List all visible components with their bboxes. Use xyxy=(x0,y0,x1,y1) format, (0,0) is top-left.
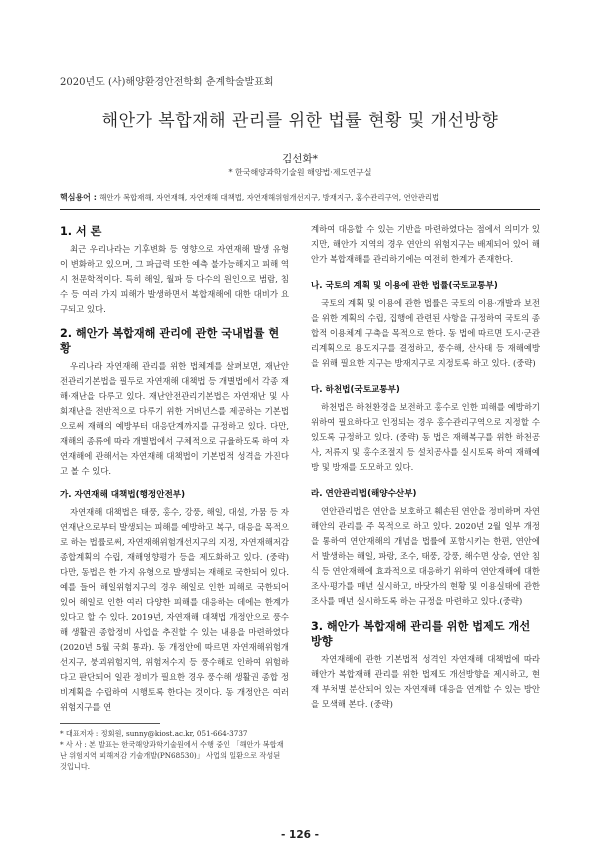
keywords-line xyxy=(60,192,439,203)
continued-paragraph: 계하여 대응할 수 있는 기반을 마련하였다는 점에서 의미가 있지만, 해안가 지역의 경우 연안의 위험지구는 배제되어 있어 해안가 복합재해를 관리하기에는 여전히 한계가 존재한다. xyxy=(311,224,540,264)
keywords-label: 핵심용어 : xyxy=(60,193,97,202)
subsection-ga-paragraph: 자연재해 대책법은 태풍, 홍수, 강풍, 해일, 대설, 가뭄 등 자연재난으로부터 발생되는 피해를 예방하고 복구, 대응을 목적으로 하는 법률로써, 자연재해위험개선지구의 지정, 자연재해저감종합계획의 수립, 재해영향평가 등을 제도화하고 있다. (중략) 다만, 동법은 한 가지 유형으로 발생되는 재해로 국한되어 있다. 예를 들어 해일위험지구의 경우 해일로 인한 피해로 국한되어 있어 해일로 인한 여러 다양한 피해를 대응하는 데에는 한계가 있다고 할 수 있다. 2019년, 자연재해 대책법 개정안으로 풍수해 생활권 종합정비 사업을 추진할 수 있는 내용을 마련하였다(2020년 5월 국회 통과). 동 개정안에 따르면 자연재해위험개선지구, 붕괴위험지역, 위험저수지 등 풍수해로 인하여 위험하다고 판단되어 일관 정비가 필요한 경우 풍수해 생활권 종합 정비계획을 수립하여 시행토록 한다는 것이다. 동 개정안은 여러 위험지구를 연 xyxy=(60,507,289,712)
section-1-paragraph: 최근 우리나라는 기후변화 등 영향으로 자연재해 발생 유형이 변화하고 있으며, 그 파급력 또한 예측 불가능해지고 피해 역시 천문학적이다. 특히 해일, 월파 등 다수의 원인으로 범람, 침수 등 여러 가지 피해가 발생하면서 복합재해에 대한 대비가 요구되고 있다. xyxy=(60,244,289,314)
section-3-title: 3. 해안가 복합재해 관리를 위한 법제도 개선방향 xyxy=(311,620,531,648)
section-3-paragraph: 자연재해에 관한 기본법적 성격인 자연재해 대책법에 따라 해안가 복합재해 관리를 위한 법제도 개선방향을 제시하고, 현재 부처별 분산되어 있는 자연재해 대응을 연계할 수 있는 방안을 모색해 본다. (중략) xyxy=(311,654,540,709)
section-2-paragraph: 우리나라 자연재해 관리를 위한 법체계를 살펴보면, 재난안전관리기본법을 필두로 자연재해 대책법 등 개별법에서 각종 재해·재난을 다루고 있다. 재난안전관리기본법은 자연재난 및 사회재난을 전반적으로 다루기 위한 거버넌스를 제공하는 기본법으로써 재해의 예방부터 대응단계까지를 규정하고 있다. 다만, 재해의 종류에 따라 개별법에서 구체적으로 규율하도록 하여 자연재해에 관해서는 자연재해 대책법이 기본법적 성격을 가진다고 볼 수 있다. xyxy=(60,361,289,476)
section-2-title: 2. 해안가 복합재해 관리에 관한 국내법률 현황 xyxy=(60,327,280,355)
footnote-acknowledgement: * 사 사 : 본 발표는 한국해양과학기술원에서 수행 중인 「해안가 복합재난 위험지역 피해저감 기술개발(PN68530)」 사업의 일환으로 작성된 것입니다. xyxy=(60,740,284,771)
keywords-text: 해안가 복합재해, 자연재해, 자연재해 대책법, 자연재해위험개선지구, 방재지구, 홍수관리구역, 연안관리법 xyxy=(99,193,440,202)
author-affiliation: * 한국해양과학기술원 해양법·제도연구실 xyxy=(228,168,372,177)
subsection-ga-title: 가. 자연재해 대책법(행정안전부) xyxy=(60,490,186,500)
footnote-author: * 대표저자 : 정회원, sunny@kiost.ac.kr, 051-664-3737 xyxy=(60,729,248,738)
author-name: 김선화* xyxy=(282,153,318,165)
paper-title: 해안가 복합재해 관리를 위한 법률 현황 및 개선방향 xyxy=(101,111,499,131)
subsection-na-paragraph: 국토의 계획 및 이용에 관한 법률은 국토의 이용·개발과 보전을 위한 계획의 수립, 집행에 관련된 사항을 규정하여 국토의 종합적 이용체계 구축을 목적으로 한다. 동 법에 따르면 도시·군관리계획으로 용도지구를 결정하고, 풍수해, 산사태 등 재해예방을 위해 필요한 지구는 방재지구로 지정토록 하고 있다. (중략) xyxy=(311,298,540,368)
footnote-divider xyxy=(60,723,160,724)
section-1-title: 1. 서 론 xyxy=(60,225,102,238)
subsection-da-title: 다. 하천법(국토교통부) xyxy=(311,385,400,395)
subsection-ra-title: 라. 연안관리법(해양수산부) xyxy=(311,489,417,499)
left-column xyxy=(60,222,289,772)
subsection-da-paragraph: 하천법은 하천환경을 보전하고 홍수로 인한 피해를 예방하기 위하여 필요하다고 인정되는 경우 홍수관리구역으로 지정할 수 있도록 규정하고 있다. (중략) 동 법은 재해복구를 위한 하천공사, 저류지 및 홍수조절지 등 설치공사를 실시토록 하여 재해예방 및 방재를 도모하고 있다. xyxy=(311,402,540,472)
conference-header: 2020년도 (사)해양환경안전학회 춘계학술발표회 xyxy=(60,77,274,88)
keywords-divider xyxy=(60,209,540,210)
right-column xyxy=(311,222,540,712)
subsection-ra-paragraph: 연안관리법은 연안을 보호하고 훼손된 연안을 정비하며 자연해안의 관리를 주 목적으로 하고 있다. 2020년 2월 일부 개정을 통하여 연안재해의 개념을 법률에 포함시키는 한편, 연안에서 발생하는 해일, 파랑, 조수, 태풍, 강풍, 해수면 상승, 연안 침식 등 연안재해에 효과적으로 대응하기 위하여 연안재해에 대한 조사·평가를 매년 실시하고, 바닷가의 현황 및 이용실태에 관한 조사를 매년 실시하도록 하는 규정을 마련하고 있다.(중략) xyxy=(311,506,540,606)
subsection-na-title: 나. 국토의 계획 및 이용에 관한 법률(국토교통부) xyxy=(311,281,498,291)
page-number: - 126 - xyxy=(281,829,319,841)
